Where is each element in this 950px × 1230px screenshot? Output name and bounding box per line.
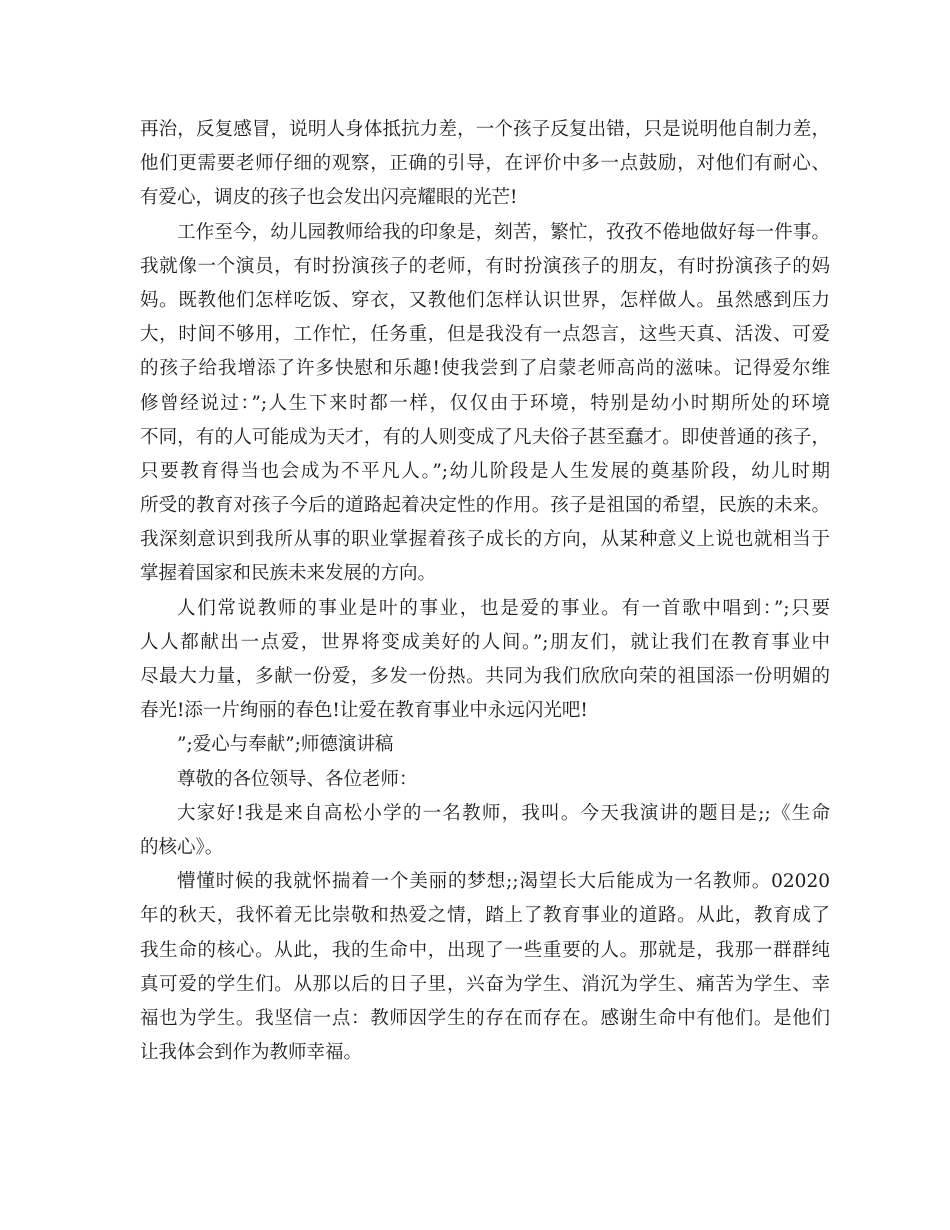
- text-line: 只要教育得当也会成为不平凡人。”;幼儿阶段是人生发展的奠基阶段，幼儿时期: [140, 460, 830, 482]
- text-line: 尊敬的各位领导、各位老师：: [177, 768, 418, 790]
- text-line: ”;爱心与奉献”;师德演讲稿: [177, 734, 394, 756]
- text-line: 让我体会到作为教师幸福。: [140, 1042, 363, 1064]
- text-line: 他们更需要老师仔细的观察，正确的引导，在评价中多一点鼓励，对他们有耐心、: [140, 153, 830, 175]
- text-line: 人们常说教师的事业是叶的事业，也是爱的事业。有一首歌中唱到：”;只要: [177, 597, 830, 619]
- text-line: 有爱心，调皮的孩子也会发出闪亮耀眼的光芒!: [140, 187, 518, 209]
- text-line: 修曾经说过：”;人生下来时都一样，仅仅由于环境，特别是幼小时期所处的环境: [140, 392, 830, 414]
- text-line: 大家好!我是来自高松小学的一名教师，我叫。今天我演讲的题目是;;《生命: [177, 802, 830, 824]
- text-line: 大，时间不够用，工作忙，任务重，但是我没有一点怨言，这些天真、活泼、可爱: [140, 324, 830, 346]
- text-line: 妈。既教他们怎样吃饭、穿衣，又教他们怎样认识世界，怎样做人。虽然感到压力: [140, 289, 830, 311]
- text-line: 尽最大力量，多献一份爱，多发一份热。共同为我们欣欣向荣的祖国添一份明媚的: [140, 666, 830, 687]
- text-line: 的孩子给我增添了许多快慰和乐趣!使我尝到了启蒙老师高尚的滋味。记得爱尔维: [140, 358, 830, 380]
- text-line: 掌握着国家和民族未来发展的方向。: [140, 563, 437, 585]
- text-line: 不同，有的人可能成为天才，有的人则变成了凡夫俗子甚至蠢才。即使普通的孩子，: [140, 426, 830, 448]
- text-line: 懵懂时候的我就怀揣着一个美丽的梦想;;渴望长大后能成为一名教师。02020: [177, 871, 830, 893]
- text-line: 的核心》。: [140, 836, 224, 858]
- text-line: 福也为学生。我坚信一点：教师因学生的存在而存在。感谢生命中有他们。是他们: [140, 1007, 830, 1029]
- text-line: 年的秋天，我怀着无比崇敬和热爱之情，踏上了教育事业的道路。从此，教育成了: [140, 905, 830, 927]
- text-line: 我就像一个演员，有时扮演孩子的老师，有时扮演孩子的朋友，有时扮演孩子的妈: [140, 255, 830, 277]
- text-line: 所受的教育对孩子今后的道路起着决定性的作用。孩子是祖国的希望，民族的未来。: [140, 495, 830, 517]
- text-line: 我深刻意识到我所从事的职业掌握着孩子成长的方向，从某种意义上说也就相当于: [140, 529, 830, 551]
- text-line: 春光!添一片绚丽的春色!让爱在教育事业中永远闪光吧!: [140, 700, 588, 722]
- text-line: 工作至今，幼儿园教师给我的印象是，刻苦，繁忙，孜孜不倦地做好每一件事。: [177, 221, 830, 243]
- document-body: [140, 113, 830, 1070]
- text-line: 真可爱的学生们。从那以后的日子里，兴奋为学生、消沉为学生、痛苦为学生、幸: [140, 973, 830, 995]
- text-line: 我生命的核心。从此，我的生命中，出现了一些重要的人。那就是，我那一群群纯: [140, 939, 830, 961]
- text-line: 人人都献出一点爱，世界将变成美好的人间。”;朋友们，就让我们在教育事业中: [140, 631, 830, 653]
- text-line: 再治，反复感冒，说明人身体抵抗力差，一个孩子反复出错，只是说明他自制力差，: [140, 119, 830, 140]
